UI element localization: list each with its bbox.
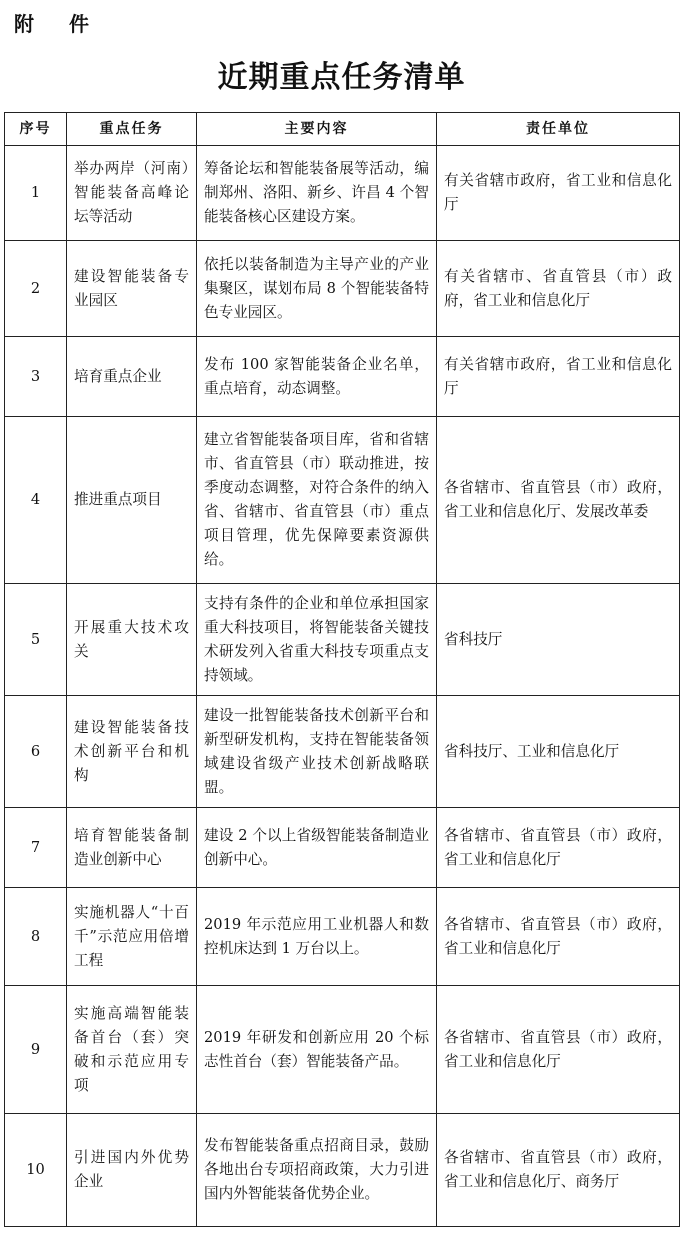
- column-header-content: 主要内容: [197, 113, 437, 146]
- task-content: 2019 年示范应用工业机器人和数控机床达到 1 万台以上。: [197, 888, 437, 986]
- row-number: 8: [5, 888, 67, 986]
- task-content: 筹备论坛和智能装备展等活动，编制郑州、洛阳、新乡、许昌 4 个智能装备核心区建设方案。: [197, 146, 437, 241]
- task-content: 依托以装备制造为主导产业的产业集聚区，谋划布局 8 个智能装备特色专业园区。: [197, 241, 437, 337]
- row-number: 7: [5, 808, 67, 888]
- row-number: 5: [5, 584, 67, 696]
- table-row: [5, 1114, 680, 1227]
- table-header-row: [5, 113, 680, 146]
- responsible-unit: 有关省辖市政府，省工业和信息化厅: [437, 146, 680, 241]
- table-row: [5, 808, 680, 888]
- task-content: 建立省智能装备项目库，省和省辖市、省直管县（市）联动推进，按季度动态调整，对符合条件的纳入省、省辖市、省直管县（市）重点项目管理，优先保障要素资源供给。: [197, 417, 437, 584]
- table-row: [5, 888, 680, 986]
- table-row: [5, 337, 680, 417]
- task-name: 建设智能装备技术创新平台和机构: [67, 696, 197, 808]
- task-content: 发布 100 家智能装备企业名单，重点培育，动态调整。: [197, 337, 437, 417]
- row-number: 1: [5, 146, 67, 241]
- responsible-unit: 各省辖市、省直管县（市）政府，省工业和信息化厅: [437, 808, 680, 888]
- responsible-unit: 省科技厅: [437, 584, 680, 696]
- task-content: 建设 2 个以上省级智能装备制造业创新中心。: [197, 808, 437, 888]
- table-row: [5, 696, 680, 808]
- column-header-task: 重点任务: [67, 113, 197, 146]
- table-row: [5, 584, 680, 696]
- task-name: 开展重大技术攻关: [67, 584, 197, 696]
- responsible-unit: 有关省辖市政府，省工业和信息化厅: [437, 337, 680, 417]
- responsible-unit: 各省辖市、省直管县（市）政府，省工业和信息化厅: [437, 986, 680, 1114]
- task-content: 支持有条件的企业和单位承担国家重大科技项目，将智能装备关键技术研发列入省重大科技专项重点支持领域。: [197, 584, 437, 696]
- task-name: 培育重点企业: [67, 337, 197, 417]
- task-name: 建设智能装备专业园区: [67, 241, 197, 337]
- appendix-label: 附 件: [14, 12, 103, 36]
- task-name: 实施高端智能装备首台（套）突破和示范应用专项: [67, 986, 197, 1114]
- row-number: 2: [5, 241, 67, 337]
- task-table: [4, 112, 680, 1227]
- row-number: 3: [5, 337, 67, 417]
- task-content: 建设一批智能装备技术创新平台和新型研发机构，支持在智能装备领域建设省级产业技术创新战略联盟。: [197, 696, 437, 808]
- responsible-unit: 有关省辖市、省直管县（市）政府，省工业和信息化厅: [437, 241, 680, 337]
- row-number: 4: [5, 417, 67, 584]
- task-name: 推进重点项目: [67, 417, 197, 584]
- task-name: 培育智能装备制造业创新中心: [67, 808, 197, 888]
- task-name: 实施机器人“十百千”示范应用倍增工程: [67, 888, 197, 986]
- responsible-unit: 各省辖市、省直管县（市）政府，省工业和信息化厅、发展改革委: [437, 417, 680, 584]
- table-row: [5, 241, 680, 337]
- task-content: 2019 年研发和创新应用 20 个标志性首台（套）智能装备产品。: [197, 986, 437, 1114]
- row-number: 9: [5, 986, 67, 1114]
- task-name: 引进国内外优势企业: [67, 1114, 197, 1227]
- task-content: 发布智能装备重点招商目录，鼓励各地出台专项招商政策，大力引进国内外智能装备优势企业。: [197, 1114, 437, 1227]
- column-header-no: 序号: [5, 113, 67, 146]
- column-header-unit: 责任单位: [437, 113, 680, 146]
- page-title: 近期重点任务清单: [217, 60, 466, 95]
- row-number: 6: [5, 696, 67, 808]
- row-number: 10: [5, 1114, 67, 1227]
- task-name: 举办两岸（河南）智能装备高峰论坛等活动: [67, 146, 197, 241]
- responsible-unit: 省科技厅、工业和信息化厅: [437, 696, 680, 808]
- responsible-unit: 各省辖市、省直管县（市）政府，省工业和信息化厅、商务厅: [437, 1114, 680, 1227]
- responsible-unit: 各省辖市、省直管县（市）政府，省工业和信息化厅: [437, 888, 680, 986]
- table-row: [5, 417, 680, 584]
- table-row: [5, 146, 680, 241]
- table-row: [5, 986, 680, 1114]
